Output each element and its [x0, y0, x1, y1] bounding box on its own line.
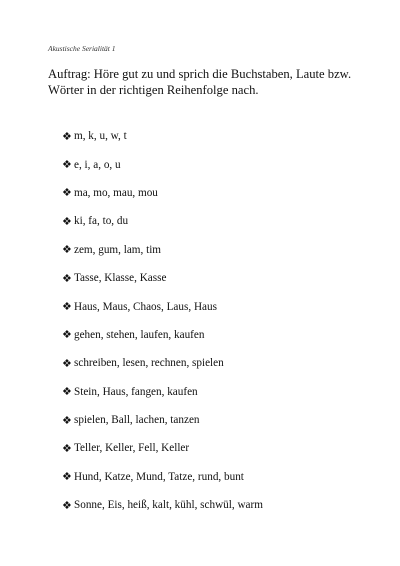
list-item: [62, 463, 263, 491]
list-item: [62, 378, 263, 406]
diamond-bullet-icon: ❖: [62, 471, 72, 484]
diamond-bullet-icon: ❖: [62, 159, 72, 172]
diamond-bullet-icon: ❖: [62, 357, 72, 370]
list-item: [62, 179, 263, 207]
item-text: Tasse, Klasse, Kasse: [74, 272, 167, 285]
list-item: [62, 292, 263, 320]
task-instruction: Auftrag: Höre gut zu und sprich die Buchstaben, Laute bzw. Wörter in der richtigen Reihenfolge nach.: [48, 67, 352, 97]
diamond-bullet-icon: ❖: [62, 301, 72, 314]
item-text: zem, gum, lam, tim: [74, 243, 161, 256]
diamond-bullet-icon: ❖: [62, 130, 72, 143]
item-text: schreiben, lesen, rechnen, spielen: [74, 357, 224, 370]
list-item: [62, 236, 263, 264]
item-text: spielen, Ball, lachen, tanzen: [74, 414, 200, 427]
item-text: e, i, a, o, u: [74, 158, 121, 171]
diamond-bullet-icon: ❖: [62, 187, 72, 200]
item-text: ki, fa, to, du: [74, 215, 129, 228]
list-item: [62, 122, 263, 150]
diamond-bullet-icon: ❖: [62, 414, 72, 427]
list-item: [62, 434, 263, 462]
list-item: [62, 406, 263, 434]
list-item: [62, 150, 263, 178]
page-header: Akustische Serialität 1: [48, 44, 116, 53]
item-text: Hund, Katze, Mund, Tatze, rund, bunt: [74, 470, 244, 483]
item-text: gehen, stehen, laufen, kaufen: [74, 328, 205, 341]
list-item: [62, 349, 263, 377]
diamond-bullet-icon: ❖: [62, 215, 72, 228]
diamond-bullet-icon: ❖: [62, 442, 72, 455]
item-text: Teller, Keller, Fell, Keller: [74, 442, 190, 455]
item-text: m, k, u, w, t: [74, 130, 127, 143]
list-item: [62, 207, 263, 235]
diamond-bullet-icon: ❖: [62, 329, 72, 342]
item-text: Stein, Haus, fangen, kaufen: [74, 385, 198, 398]
list-item: [62, 491, 263, 519]
diamond-bullet-icon: ❖: [62, 272, 72, 285]
diamond-bullet-icon: ❖: [62, 386, 72, 399]
list-item: [62, 264, 263, 292]
item-text: Haus, Maus, Chaos, Laus, Haus: [74, 300, 217, 313]
diamond-bullet-icon: ❖: [62, 244, 72, 257]
diamond-bullet-icon: ❖: [62, 499, 72, 512]
item-text: Sonne, Eis, heiß, kalt, kühl, schwül, warm: [74, 499, 263, 512]
item-text: ma, mo, mau, mou: [74, 186, 158, 199]
sequence-list: [62, 122, 263, 519]
list-item: [62, 321, 263, 349]
